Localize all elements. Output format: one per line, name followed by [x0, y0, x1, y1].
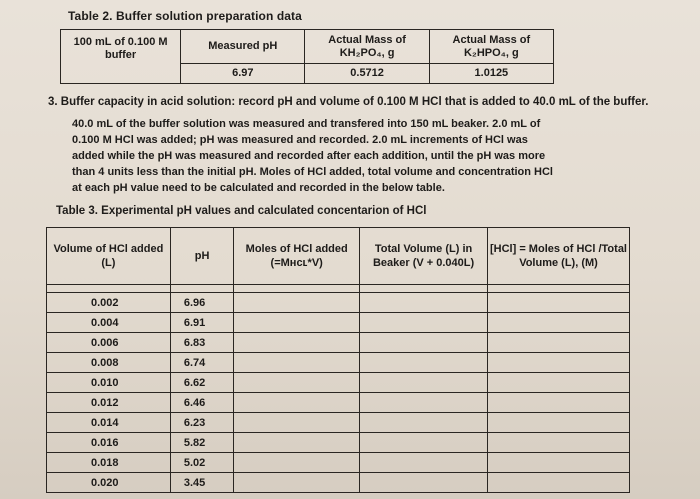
volume-cell: 0.008 — [47, 353, 171, 373]
total-volume-cell — [360, 333, 488, 353]
table-row — [47, 393, 630, 413]
table2-title: Table 2. Buffer solution preparation data — [68, 9, 302, 23]
moles-cell — [234, 293, 360, 313]
total-volume-header: Total Volume (L) in Beaker (V + 0.040L) — [360, 228, 488, 285]
moles-cell — [234, 313, 360, 333]
total-volume-cell — [360, 393, 488, 413]
procedure-line: 40.0 mL of the buffer solution was measured and transfered into 150 mL beaker. 2.0 mL of — [72, 118, 541, 130]
k2hpo4-mass-value: 1.0125 — [429, 64, 553, 84]
volume-cell: 0.018 — [47, 453, 171, 473]
table-row — [47, 293, 630, 313]
ph-cell: 6.23 — [170, 413, 233, 433]
concentration-cell — [488, 393, 630, 413]
spacer-cell — [234, 285, 360, 293]
ph-cell: 6.62 — [170, 373, 233, 393]
volume-cell: 0.020 — [47, 473, 171, 493]
procedure-line: than 4 units less than the initial pH. Moles of HCl added, total volume and concentration HCl — [72, 166, 553, 178]
concentration-cell — [488, 433, 630, 453]
total-volume-cell — [360, 433, 488, 453]
ph-cell: 6.83 — [170, 333, 233, 353]
table-row — [47, 433, 630, 453]
procedure-line: added while the pH was measured and recorded after each addition, until the pH was more — [72, 150, 546, 162]
spacer-cell — [170, 285, 233, 293]
volume-hcl-header: Volume of HCl added (L) — [47, 228, 171, 285]
ph-cell: 6.91 — [170, 313, 233, 333]
table-row — [47, 373, 630, 393]
ph-cell: 3.45 — [170, 473, 233, 493]
spacer-cell — [47, 285, 171, 293]
total-volume-cell — [360, 373, 488, 393]
total-volume-cell — [360, 453, 488, 473]
ph-cell: 5.02 — [170, 453, 233, 473]
volume-cell: 0.016 — [47, 433, 171, 453]
measured-ph-value: 6.97 — [181, 64, 305, 84]
concentration-cell — [488, 413, 630, 433]
table-row — [47, 453, 630, 473]
spacer-cell — [360, 285, 488, 293]
ph-cell: 6.46 — [170, 393, 233, 413]
buffer-label-cell: 100 mL of 0.100 M buffer — [61, 30, 181, 84]
buffer-preparation-table — [60, 29, 554, 84]
moles-cell — [234, 373, 360, 393]
total-volume-cell — [360, 313, 488, 333]
table3-body — [47, 293, 630, 493]
total-volume-cell — [360, 293, 488, 313]
moles-cell — [234, 393, 360, 413]
moles-cell — [234, 333, 360, 353]
section3-heading: 3. Buffer capacity in acid solution: record pH and volume of 0.100 M HCl that is added to 40.0 mL of the buffer. — [48, 96, 649, 108]
procedure-paragraph — [72, 116, 632, 196]
moles-cell — [234, 473, 360, 493]
volume-cell: 0.004 — [47, 313, 171, 333]
moles-cell — [234, 353, 360, 373]
kh2po4-mass-value: 0.5712 — [305, 64, 429, 84]
moles-cell — [234, 433, 360, 453]
total-volume-cell — [360, 473, 488, 493]
concentration-cell — [488, 353, 630, 373]
volume-cell: 0.014 — [47, 413, 171, 433]
concentration-cell — [488, 453, 630, 473]
total-volume-cell — [360, 413, 488, 433]
table3-title: Table 3. Experimental pH values and calculated concentarion of HCl — [56, 205, 427, 217]
spacer-cell — [488, 285, 630, 293]
table-row — [47, 473, 630, 493]
concentration-cell — [488, 313, 630, 333]
table-row — [47, 353, 630, 373]
volume-cell: 0.006 — [47, 333, 171, 353]
measured-ph-header: Measured pH — [181, 30, 305, 64]
kh2po4-mass-header: Actual Mass of KH₂PO₄, g — [305, 30, 429, 64]
hcl-concentration-header: [HCl] = Moles of HCl /Total Volume (L), (M) — [488, 228, 630, 285]
concentration-cell — [488, 473, 630, 493]
volume-cell: 0.010 — [47, 373, 171, 393]
concentration-cell — [488, 293, 630, 313]
k2hpo4-mass-header: Actual Mass of K₂HPO₄, g — [429, 30, 553, 64]
ph-cell: 6.96 — [170, 293, 233, 313]
ph-header: pH — [170, 228, 233, 285]
volume-cell: 0.012 — [47, 393, 171, 413]
table-row — [47, 313, 630, 333]
total-volume-cell — [360, 353, 488, 373]
table-row — [47, 333, 630, 353]
ph-cell: 6.74 — [170, 353, 233, 373]
volume-cell: 0.002 — [47, 293, 171, 313]
moles-cell — [234, 413, 360, 433]
moles-hcl-header: Moles of HCl added (=Mʜᴄʟ*V) — [234, 228, 360, 285]
experimental-ph-table — [46, 227, 630, 493]
ph-cell: 5.82 — [170, 433, 233, 453]
moles-cell — [234, 453, 360, 473]
table-row — [47, 413, 630, 433]
concentration-cell — [488, 333, 630, 353]
concentration-cell — [488, 373, 630, 393]
procedure-line: at each pH value need to be calculated and recorded in the below table. — [72, 182, 445, 194]
procedure-line: 0.100 M HCl was added; pH was measured and recorded. 2.0 mL increments of HCl was — [72, 134, 528, 146]
